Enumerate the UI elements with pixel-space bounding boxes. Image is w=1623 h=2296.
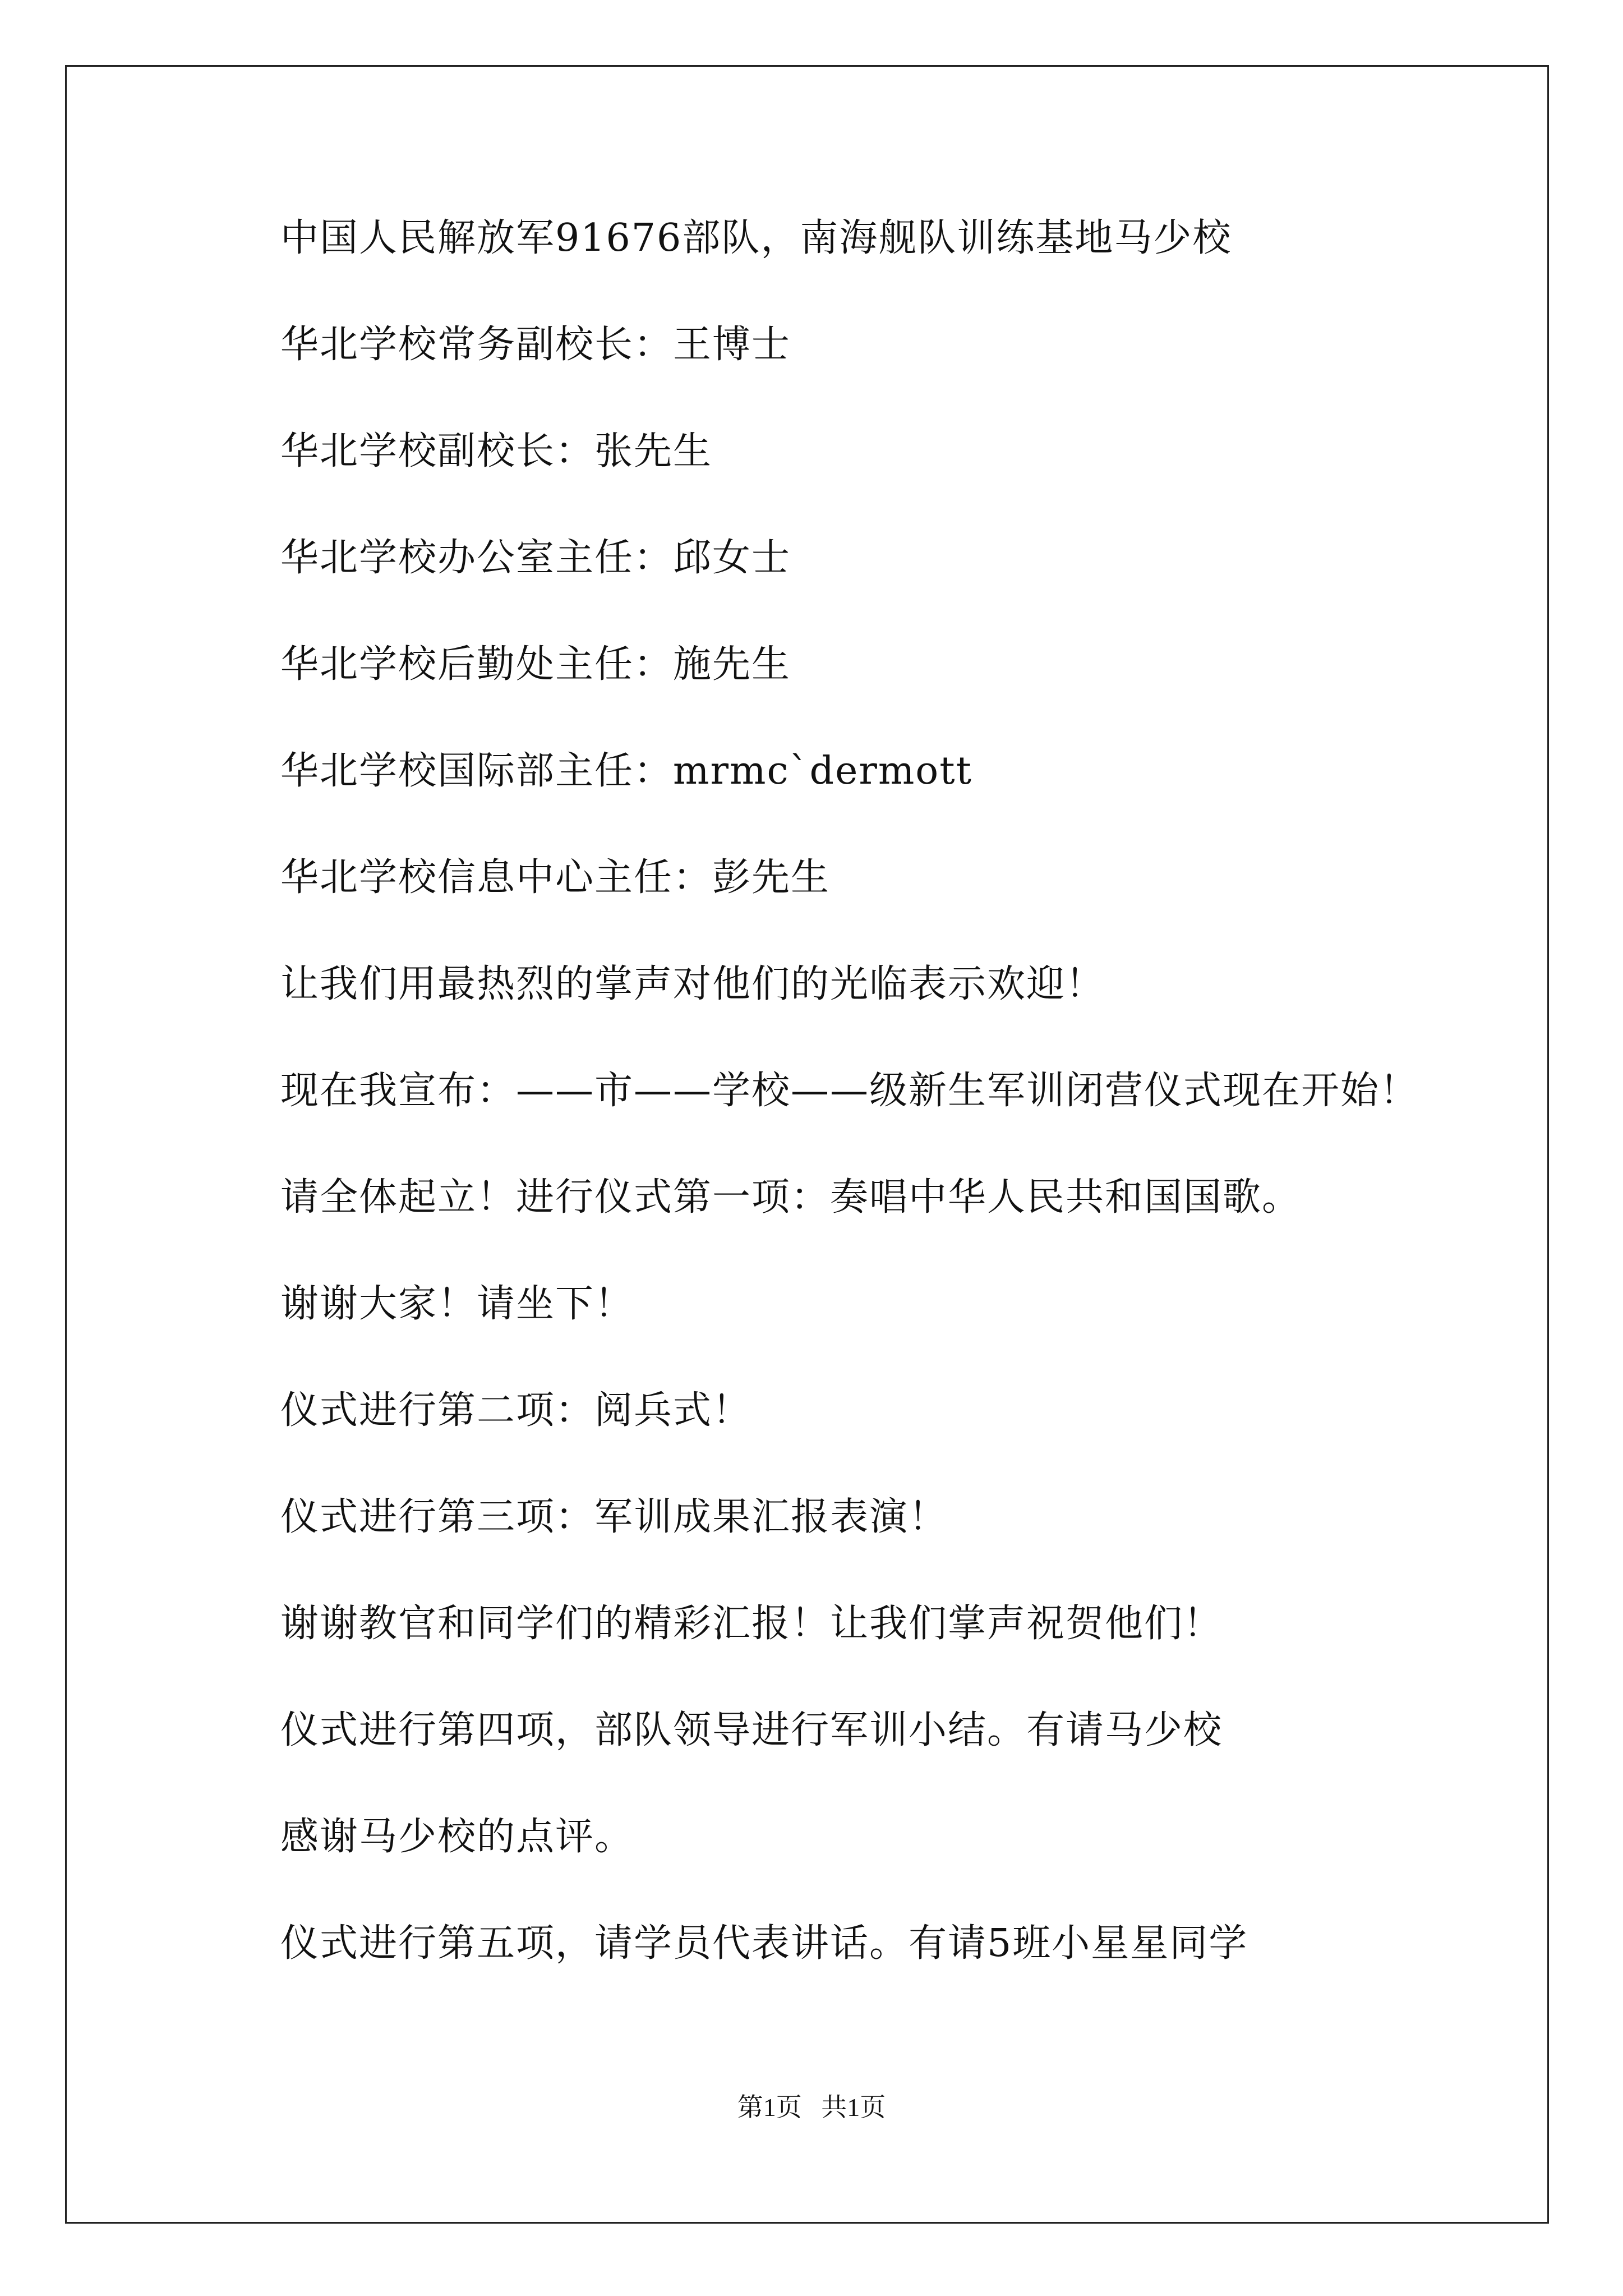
text-line: 华北学校信息中心主任：彭先生 (280, 855, 831, 900)
text-line: 华北学校副校长：张先生 (280, 429, 713, 473)
text-line: 现在我宣布：——市——学校——级新生军训闭营仪式现在开始！ (280, 1069, 1419, 1113)
text-line: 华北学校国际部主任：mrmc`dermott (280, 749, 972, 793)
text-line: 谢谢大家！请坐下！ (280, 1282, 634, 1326)
text-line: 华北学校常务副校长：王博士 (280, 323, 791, 367)
text-line: 请全体起立！进行仪式第一项：奏唱中华人民共和国国歌。 (280, 1175, 1302, 1220)
text-line: 让我们用最热烈的掌声对他们的光临表示欢迎！ (280, 962, 1105, 1006)
text-line: 华北学校后勤处主任：施先生 (280, 642, 791, 687)
document-body (280, 213, 1503, 2025)
text-line: 仪式进行第四项，部队领导进行军训小结。有请马少校 (280, 1708, 1223, 1752)
page-number-footer: 第1页 共1页 (737, 2093, 886, 2122)
text-line: 仪式进行第五项，请学员代表讲话。有请5班小星星同学 (280, 1921, 1248, 1966)
text-line: 华北学校办公室主任：邱女士 (280, 536, 791, 580)
text-line: 仪式进行第二项：阅兵式！ (280, 1388, 752, 1433)
text-line: 感谢马少校的点评。 (280, 1815, 634, 1859)
text-line: 中国人民解放军91676部队，南海舰队训练基地马少校 (280, 216, 1232, 260)
text-line: 谢谢教官和同学们的精彩汇报！让我们掌声祝贺他们！ (280, 1602, 1223, 1646)
text-line: 仪式进行第三项：军训成果汇报表演！ (280, 1495, 948, 1539)
